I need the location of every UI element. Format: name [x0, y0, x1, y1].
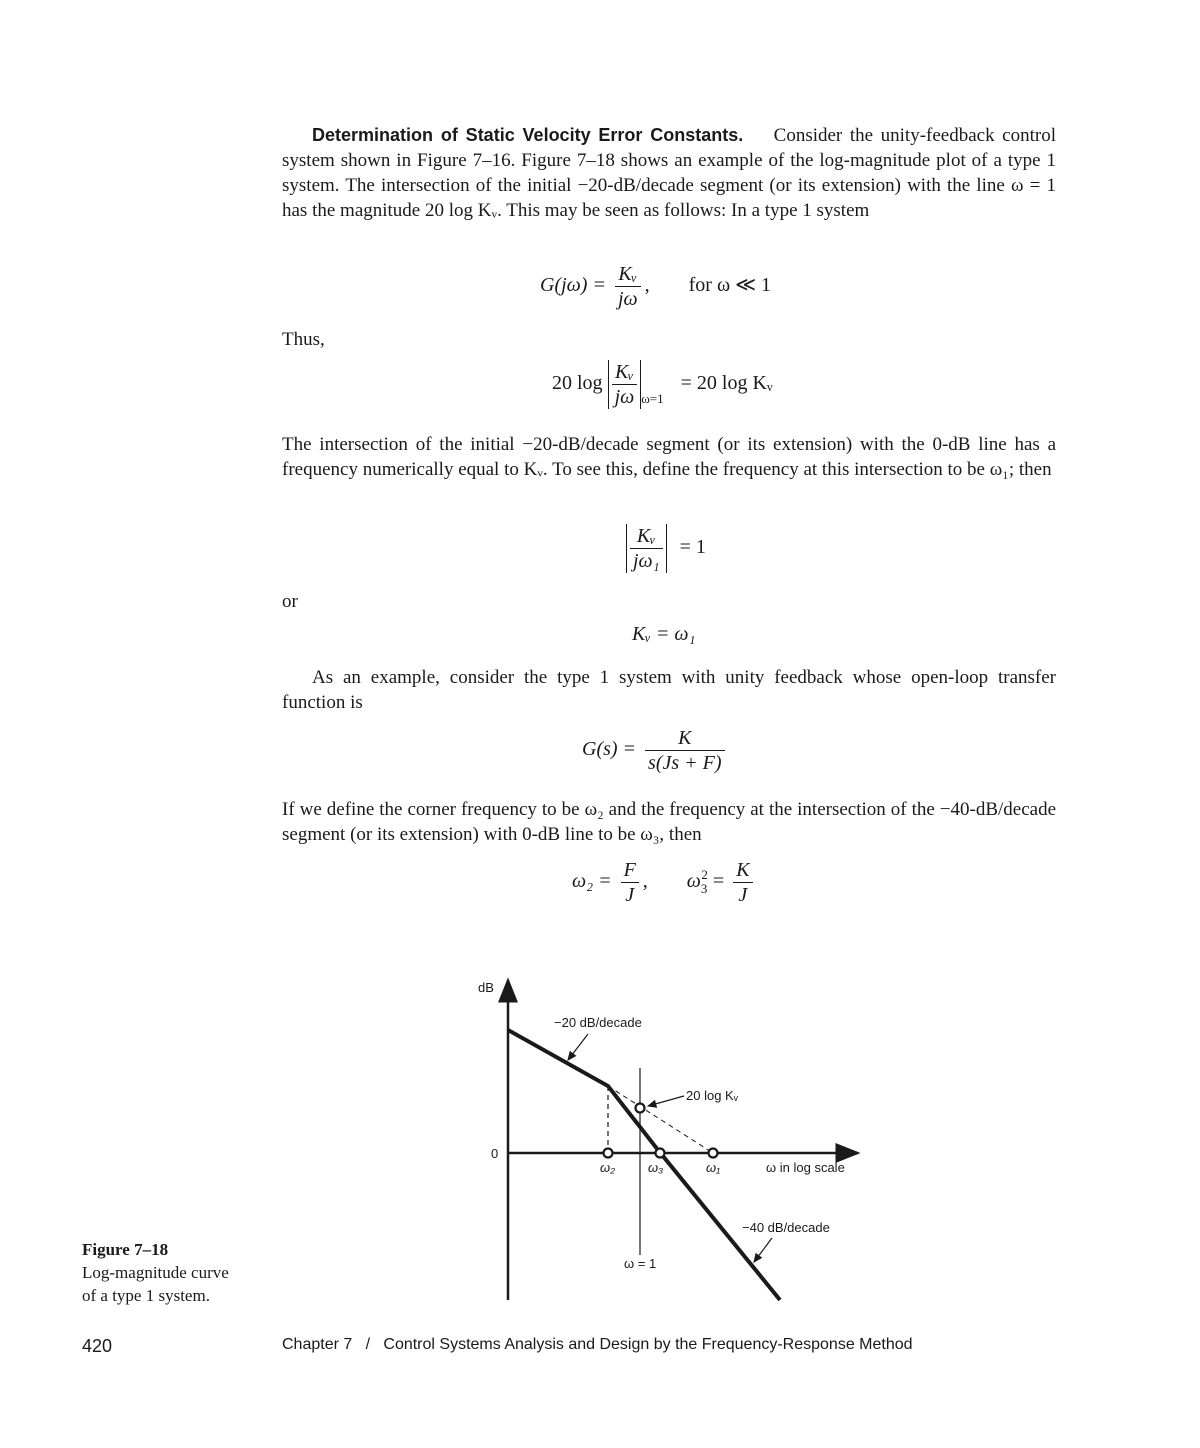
figure-caption — [82, 1238, 229, 1307]
eq-fraction — [615, 262, 641, 311]
paragraph-text: Consider the unity-feedback control system shown in Figure 7–16. Figure 7–18 shows an example of the log-magnitude plot of a type 1 system. The intersection of the initial −20-dB/decade segment (or its extension) with the line ω = 1 has the magnitude 20 log Kᵥ. This may be seen as follows: In a type 1 system — [282, 125, 1056, 221]
slope-minus20-arrow — [568, 1034, 588, 1060]
equation-abs-eq-1 — [626, 524, 706, 573]
eq-denominator: J — [625, 884, 635, 906]
equation-g-s — [582, 726, 729, 775]
caption-line-2: of a type 1 system. — [82, 1286, 210, 1305]
eq-denominator: jω — [614, 386, 635, 408]
eq-lhs: ω₂ = — [572, 870, 612, 893]
paragraph-thus — [282, 327, 1056, 352]
eq-pre: 20 log — [552, 372, 603, 395]
equation-20log-kv — [552, 360, 773, 409]
eq-abs — [608, 360, 642, 409]
y-axis-label: dB — [478, 980, 494, 995]
omega-equals-1-label: ω = 1 — [624, 1256, 657, 1271]
eq-fraction — [645, 726, 724, 775]
eq-condition: for ω ≪ 1 — [688, 274, 772, 297]
omega1-label: ω₁ — [706, 1160, 721, 1175]
thus-text: Thus, — [282, 329, 325, 350]
eq-omega: ω — [686, 870, 701, 893]
marker-20log-kv — [636, 1104, 645, 1113]
equation-kv-eq-w1: Kᵥ = ω₁ — [632, 623, 696, 645]
eq-equals: = — [712, 870, 725, 893]
eq-numerator: F — [621, 858, 639, 883]
eq-rhs: = 20 log Kᵥ — [680, 372, 773, 395]
kv-label: 20 log Kᵥ — [686, 1088, 738, 1103]
x-axis-label: ω in log scale — [766, 1160, 845, 1175]
paragraph-text: As an example, consider the type 1 system with unity feedback whose open-loop transfer function is — [282, 667, 1056, 713]
page-number: 420 — [82, 1336, 113, 1356]
bode-magnitude-figure — [470, 970, 870, 1310]
eq-lhs: G(s) = — [582, 738, 637, 761]
omega2-label: ω₂ — [600, 1160, 616, 1175]
slope-minus40-arrow — [754, 1238, 772, 1262]
eq-denominator: jω — [617, 288, 638, 310]
marker-omega1 — [709, 1149, 718, 1158]
omega3-label: ω₃ — [648, 1160, 664, 1175]
eq-subscript: 3 — [700, 881, 708, 897]
eq-numerator: Kᵥ — [630, 524, 663, 549]
or-text: or — [282, 591, 298, 612]
eq-numerator: Kᵥ — [615, 262, 641, 287]
paragraph-or — [282, 589, 1056, 614]
slope-minus20-label: −20 dB/decade — [554, 1015, 642, 1030]
eq-lhs: G(jω) = — [540, 274, 606, 297]
kv-arrow — [648, 1096, 684, 1106]
paragraph-velocity-error — [282, 123, 1056, 223]
marker-omega3 — [656, 1149, 665, 1158]
eq-rhs: = 1 — [679, 536, 706, 559]
equation-w2-w3: ω₂ = $\frac{F}{J}$ , $\omega_3^2$ = $\frac{K}{J}$ — [572, 858, 757, 907]
eq-fraction — [733, 858, 752, 907]
paragraph-text: The intersection of the initial −20-dB/decade segment (or its extension) with the 0-dB line has a frequency numerically equal to Kᵥ. To see this, define the frequency at this intersection to be ω₁; then — [282, 434, 1056, 480]
eq-numerator: Kᵥ — [612, 360, 638, 385]
eq-denominator: jω₁ — [633, 550, 660, 572]
caption-line-1: Log-magnitude curve — [82, 1263, 229, 1282]
running-footer: Chapter 7 / Control Systems Analysis and Design by the Frequency-Response Method — [282, 1336, 913, 1353]
eq-superscript: 2 — [701, 867, 708, 883]
eq-numerator: K — [645, 726, 724, 751]
slope-minus40-label: −40 dB/decade — [742, 1220, 830, 1235]
section-heading: Determination of Static Velocity Error Constants. — [312, 125, 744, 145]
equation-g-jw: G(jω) = $\frac{\text{Kᵥ}}{j\omega}$ , for ω ≪ 1 — [540, 263, 772, 310]
eq-abs — [626, 524, 667, 573]
paragraph-example — [282, 665, 1056, 715]
paragraph-intersection — [282, 432, 1056, 482]
marker-omega2 — [604, 1149, 613, 1158]
eq-evaluated-at: ω=1 — [641, 391, 664, 407]
paragraph-corner-frequency — [282, 797, 1056, 847]
eq-fraction — [621, 858, 639, 907]
figure-number: Figure 7–18 — [82, 1240, 169, 1259]
eq-numerator: K — [733, 858, 752, 883]
eq-denominator: J — [738, 884, 748, 906]
eq-denominator: s(Js + F) — [648, 752, 722, 774]
paragraph-text: If we define the corner frequency to be ω₂ and the frequency at the intersection of the −40-dB/decade segment (or its extension) with 0-dB line to be ω₃, then — [282, 799, 1056, 845]
zero-db-label: 0 — [491, 1146, 499, 1161]
